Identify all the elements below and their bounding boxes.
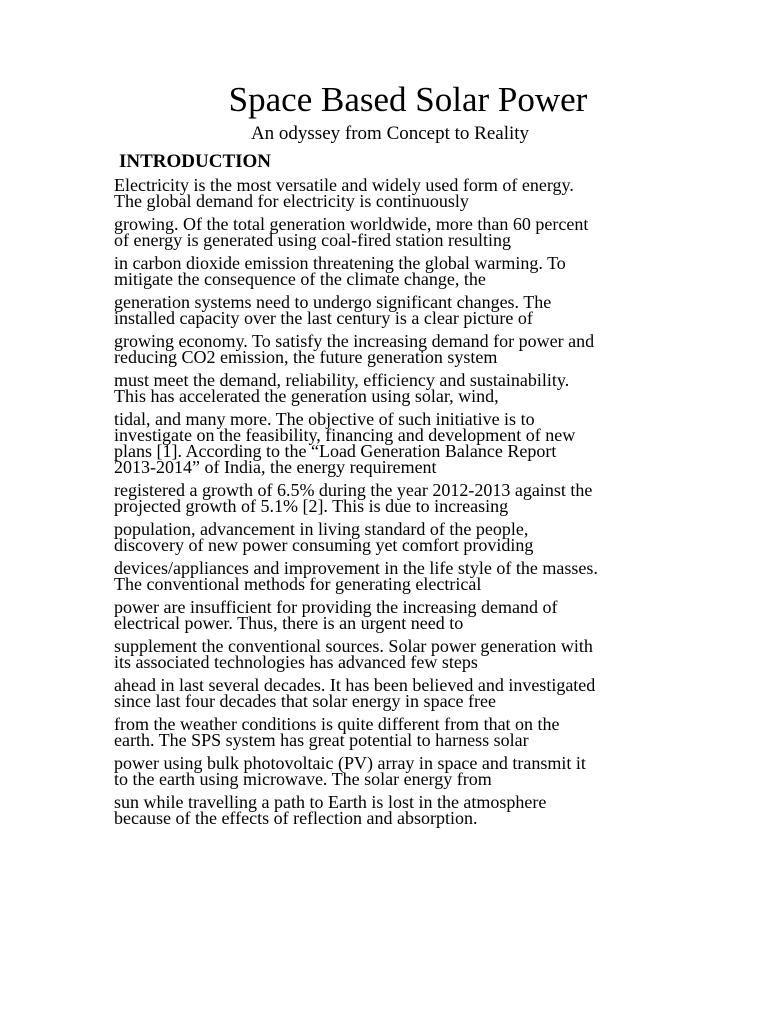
paragraph-line: The conventional methods for generating electrical (114, 574, 482, 594)
paragraph-line: installed capacity over the last century is a clear picture of (114, 308, 533, 328)
paragraph-line: electrical power. Thus, there is an urgent need to (114, 613, 464, 633)
paragraph (114, 521, 674, 553)
paragraph-line: generation systems need to undergo significant changes. The (114, 292, 552, 312)
paragraph-line: of energy is generated using coal-fired station resulting (114, 230, 512, 250)
paragraph (114, 177, 674, 209)
body-text (114, 177, 674, 833)
paragraph-line: discovery of new power consuming yet comfort providing (114, 535, 534, 555)
paragraph (114, 255, 674, 287)
paragraph (114, 599, 674, 631)
document-title: Space Based Solar Power (228, 80, 588, 119)
paragraph-line: sun while travelling a path to Earth is lost in the atmosphere (114, 792, 547, 812)
paragraph-line: devices/appliances and improvement in the life style of the masses. (114, 558, 598, 578)
paragraph-line: ahead in last several decades. It has been believed and investigated (114, 675, 596, 695)
paragraph-line: Electricity is the most versatile and widely used form of energy. (114, 175, 574, 195)
paragraph-line: must meet the demand, reliability, efficiency and sustainability. (114, 370, 570, 390)
paragraph (114, 216, 674, 248)
paragraph (114, 372, 674, 404)
paragraph-line: power using bulk photovoltaic (PV) array in space and transmit it (114, 753, 586, 773)
paragraph-line: supplement the conventional sources. Solar power generation with (114, 636, 593, 656)
paragraph-line: 2013-2014” of India, the energy requirement (114, 457, 437, 477)
paragraph (114, 560, 674, 592)
paragraph-line: The global demand for electricity is continuously (114, 191, 469, 211)
paragraph-line: plans [1]. According to the “Load Generation Balance Report (114, 441, 557, 461)
paragraph (114, 333, 674, 365)
paragraph-line: to the earth using microwave. The solar energy from (114, 769, 492, 789)
paragraph (114, 294, 674, 326)
paragraph (114, 716, 674, 748)
paragraph-line: tidal, and many more. The objective of such initiative is to (114, 409, 535, 429)
paragraph (114, 794, 674, 826)
paragraph-line: growing. Of the total generation worldwide, more than 60 percent (114, 214, 589, 234)
paragraph-line: This has accelerated the generation using solar, wind, (114, 386, 499, 406)
paragraph (114, 411, 674, 475)
paragraph-line: growing economy. To satisfy the increasing demand for power and (114, 331, 595, 351)
paragraph (114, 677, 674, 709)
paragraph-line: registered a growth of 6.5% during the year 2012-2013 against the (114, 480, 593, 500)
paragraph-line: projected growth of 5.1% [2]. This is due to increasing (114, 496, 509, 516)
paragraph-line: mitigate the consequence of the climate change, the (114, 269, 486, 289)
document-subtitle: An odyssey from Concept to Reality (250, 123, 530, 144)
section-heading: INTRODUCTION (119, 151, 272, 172)
paragraph (114, 755, 674, 787)
paragraph-line: from the weather conditions is quite different from that on the (114, 714, 560, 734)
paragraph-line: population, advancement in living standard of the people, (114, 519, 529, 539)
paragraph-line: power are insufficient for providing the increasing demand of (114, 597, 558, 617)
paragraph-line: investigate on the feasibility, financing and development of new (114, 425, 576, 445)
paragraph-line: reducing CO2 emission, the future generation system (114, 347, 498, 367)
paragraph-line: since last four decades that solar energy in space free (114, 691, 496, 711)
paragraph-line: its associated technologies has advanced few steps (114, 652, 478, 672)
paragraph-line: earth. The SPS system has great potential to harness solar (114, 730, 529, 750)
paragraph-line: in carbon dioxide emission threatening the global warming. To (114, 253, 566, 273)
paragraph (114, 482, 674, 514)
paragraph (114, 638, 674, 670)
paragraph-line: because of the effects of reflection and absorption. (114, 808, 478, 828)
